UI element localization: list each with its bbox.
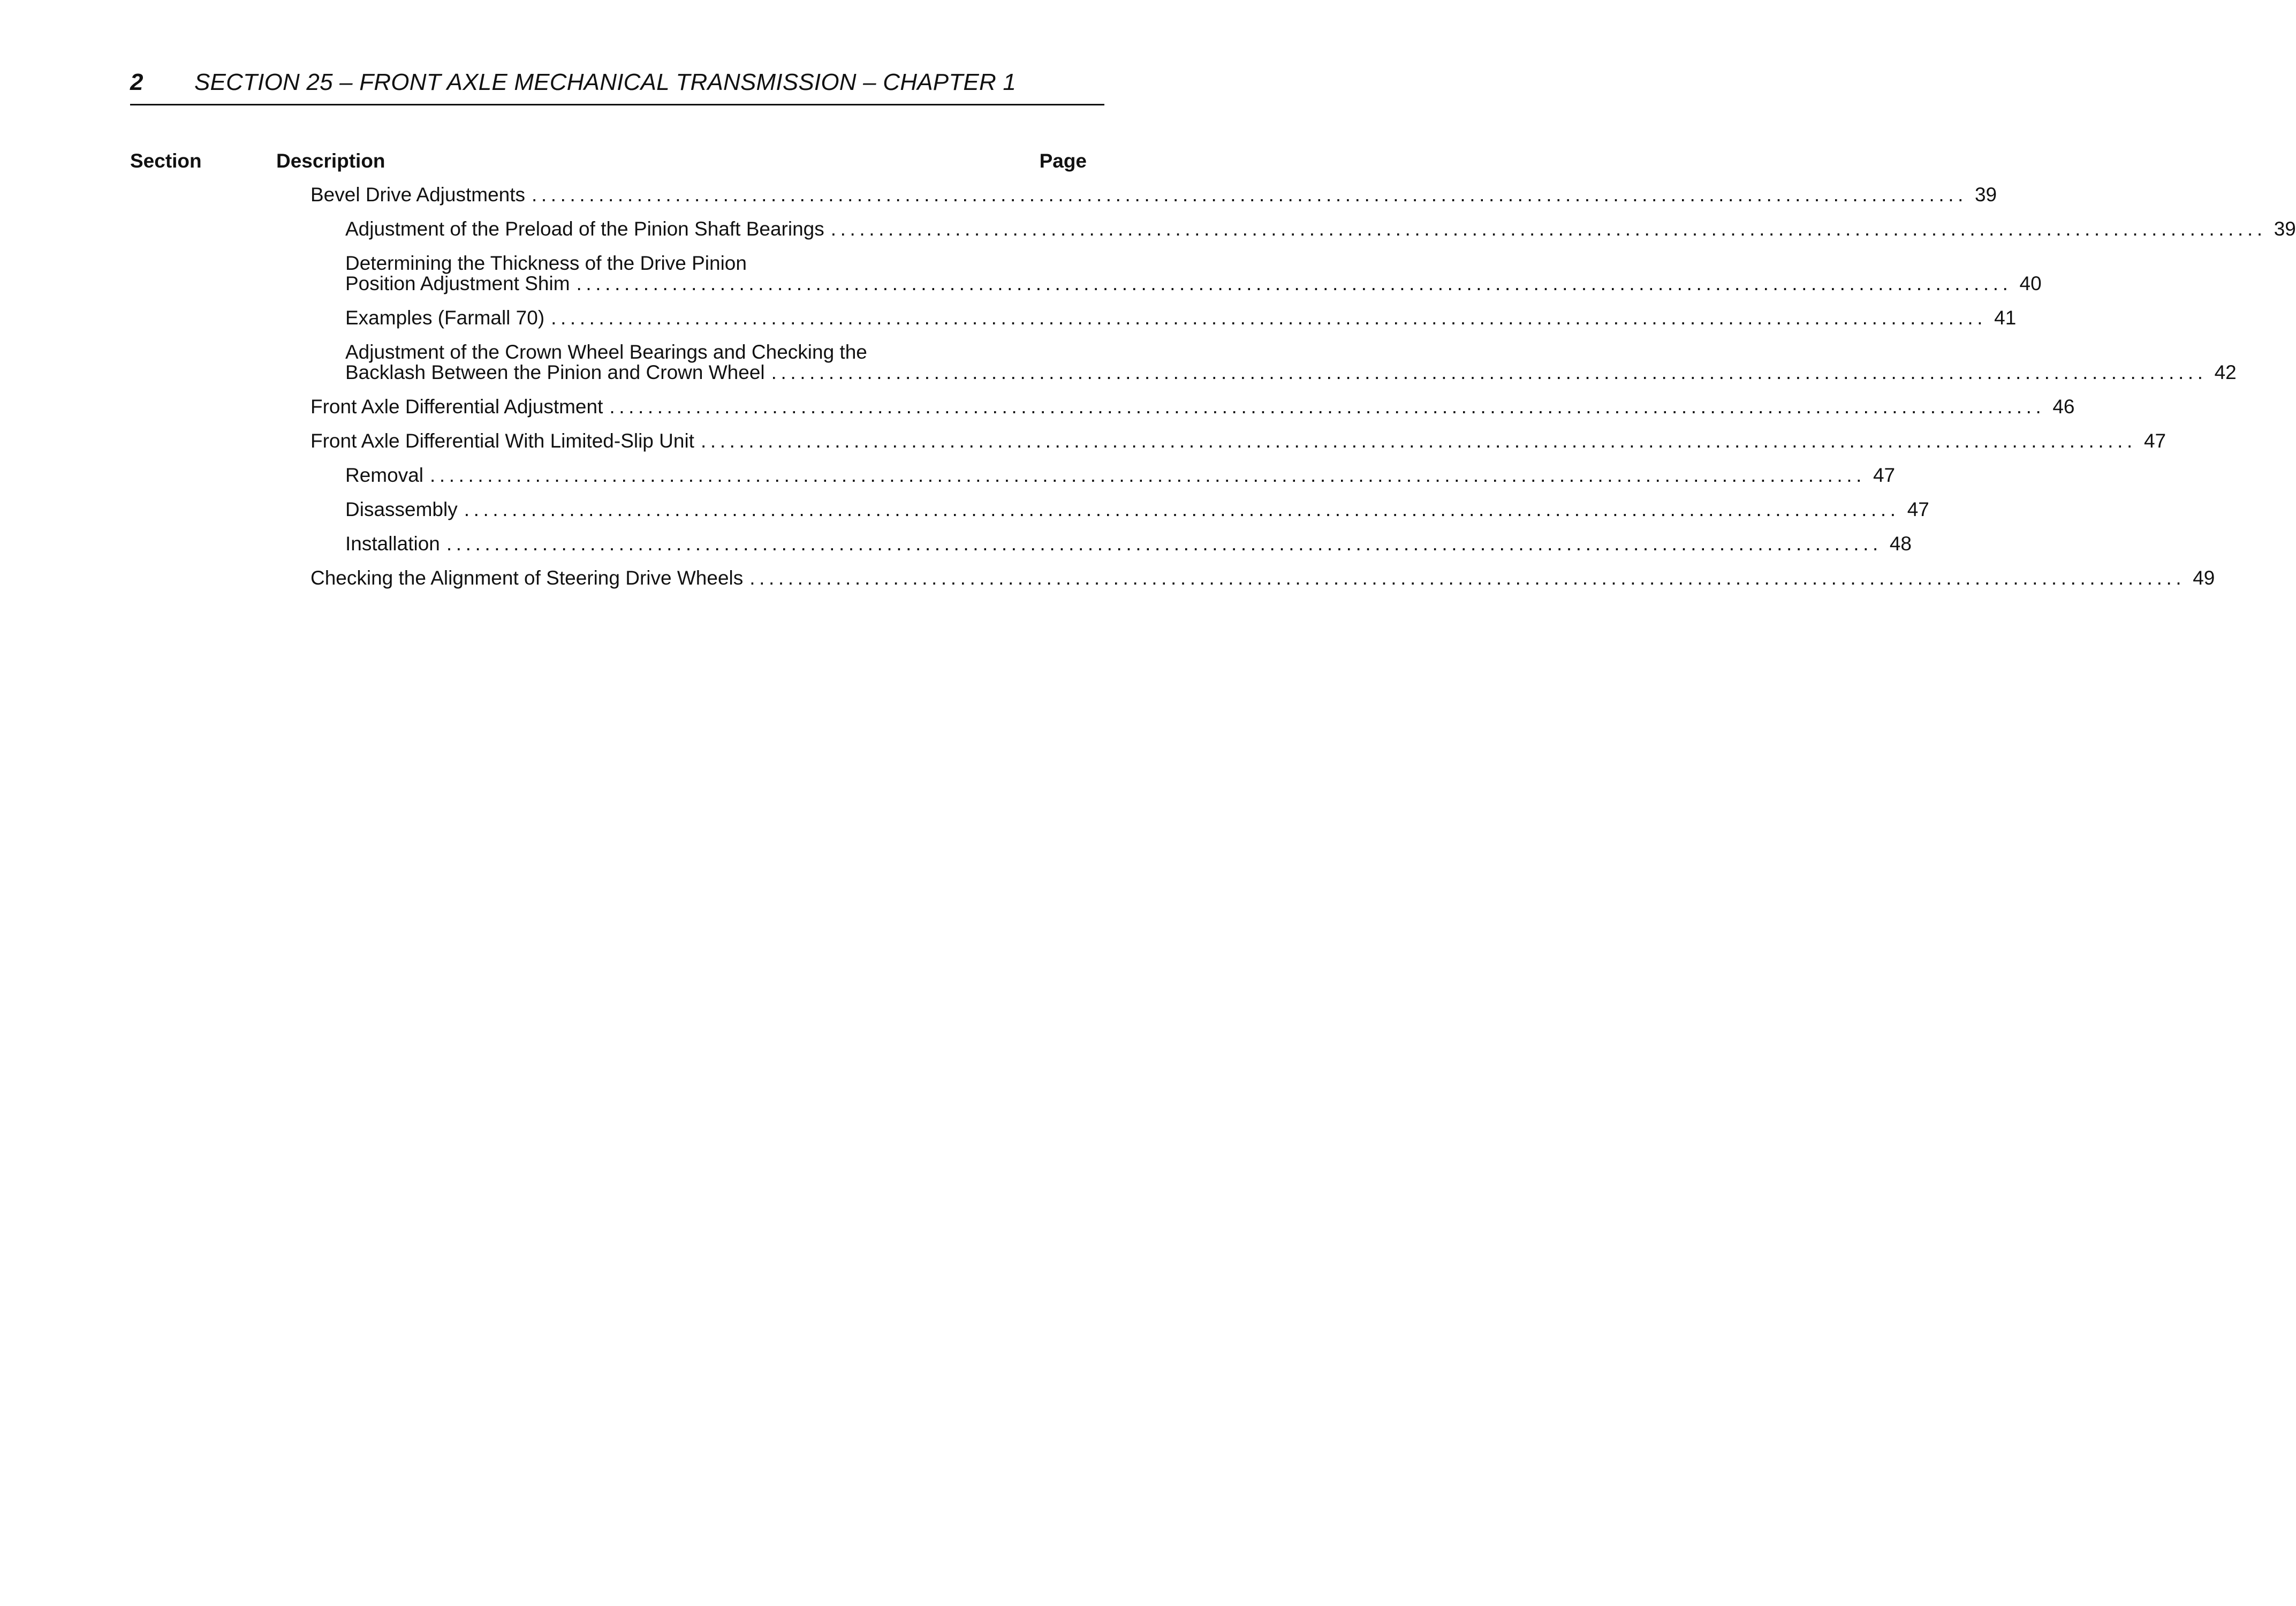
page-number: 2 [130, 69, 143, 95]
toc-entry [310, 184, 1997, 206]
toc-entry-page: 39 [1974, 184, 1997, 206]
toc-entry [345, 307, 2017, 329]
toc-entry-text: Removal [345, 464, 423, 486]
page-title: SECTION 25 – FRONT AXLE MECHANICAL TRANSMISSION – CHAPTER 1 [194, 69, 1017, 95]
toc-entry-text: Adjustment of the Preload of the Pinion Shaft Bearings [345, 218, 824, 240]
toc-entry [345, 341, 2237, 385]
toc-entry-text: Examples (Farmall 70) [345, 307, 545, 329]
toc-entry-page: 46 [2052, 396, 2075, 418]
toc-entry-page: 47 [2143, 430, 2166, 452]
toc-entry-page: 39 [2274, 218, 2296, 240]
toc-entry-text: Front Axle Differential With Limited-Slip Unit [310, 430, 694, 452]
dot-leader: ...................................................................................................................................................... [532, 184, 1967, 206]
toc-entry [345, 218, 2296, 240]
toc-entry [310, 567, 2215, 589]
dot-leader: ...................................................................................................................................................... [551, 307, 1987, 329]
toc-entry [310, 430, 2166, 452]
toc-entry-text: Bevel Drive Adjustments [310, 184, 526, 206]
toc-entry-page: 42 [2214, 361, 2237, 383]
toc-entry-text-line1: Determining the Thickness of the Drive Pinion [345, 252, 747, 274]
dot-leader: ...................................................................................................................................................... [749, 567, 2186, 589]
dot-leader: ...................................................................................................................................................... [464, 498, 1900, 520]
toc-entry-page: 41 [1994, 307, 2017, 329]
toc-entry-text: Installation [345, 533, 440, 555]
column-header-section: Section [130, 150, 202, 172]
toc-entry-text: Position Adjustment Shim [345, 272, 570, 294]
dot-leader: ...................................................................................................................................................... [700, 430, 2136, 452]
toc-entry [345, 498, 1929, 521]
toc-entry [345, 252, 2042, 296]
dot-leader: ...................................................................................................................................................... [430, 464, 1866, 486]
dot-leader: ...................................................................................................................................................... [576, 272, 2012, 294]
toc-entry-page: 48 [1889, 533, 1912, 555]
toc-entry-page: 47 [1907, 498, 1929, 520]
toc-entry-page: 49 [2193, 567, 2215, 589]
dot-leader: ...................................................................................................................................................... [609, 396, 2045, 418]
toc-entry-page: 40 [2019, 272, 2042, 294]
dot-leader: ...................................................................................................................................................... [446, 533, 1882, 555]
column-header-description: Description [276, 150, 385, 172]
dot-leader: ...................................................................................................................................................... [771, 361, 2207, 383]
column-header-page: Page [1039, 150, 1087, 172]
toc-entry [345, 533, 1912, 555]
toc-entry-text: Front Axle Differential Adjustment [310, 396, 603, 418]
toc-entry-text: Backlash Between the Pinion and Crown Wheel [345, 361, 765, 383]
toc-entry-text: Checking the Alignment of Steering Drive Wheels [310, 567, 744, 589]
toc-entry-text-line1: Adjustment of the Crown Wheel Bearings and Checking the [345, 341, 867, 363]
toc-entry [345, 464, 1896, 487]
toc-entry-page: 47 [1873, 464, 1896, 486]
dot-leader: ...................................................................................................................................................... [830, 218, 2267, 240]
toc-entry-text: Disassembly [345, 498, 458, 520]
toc-entry [310, 396, 2075, 418]
